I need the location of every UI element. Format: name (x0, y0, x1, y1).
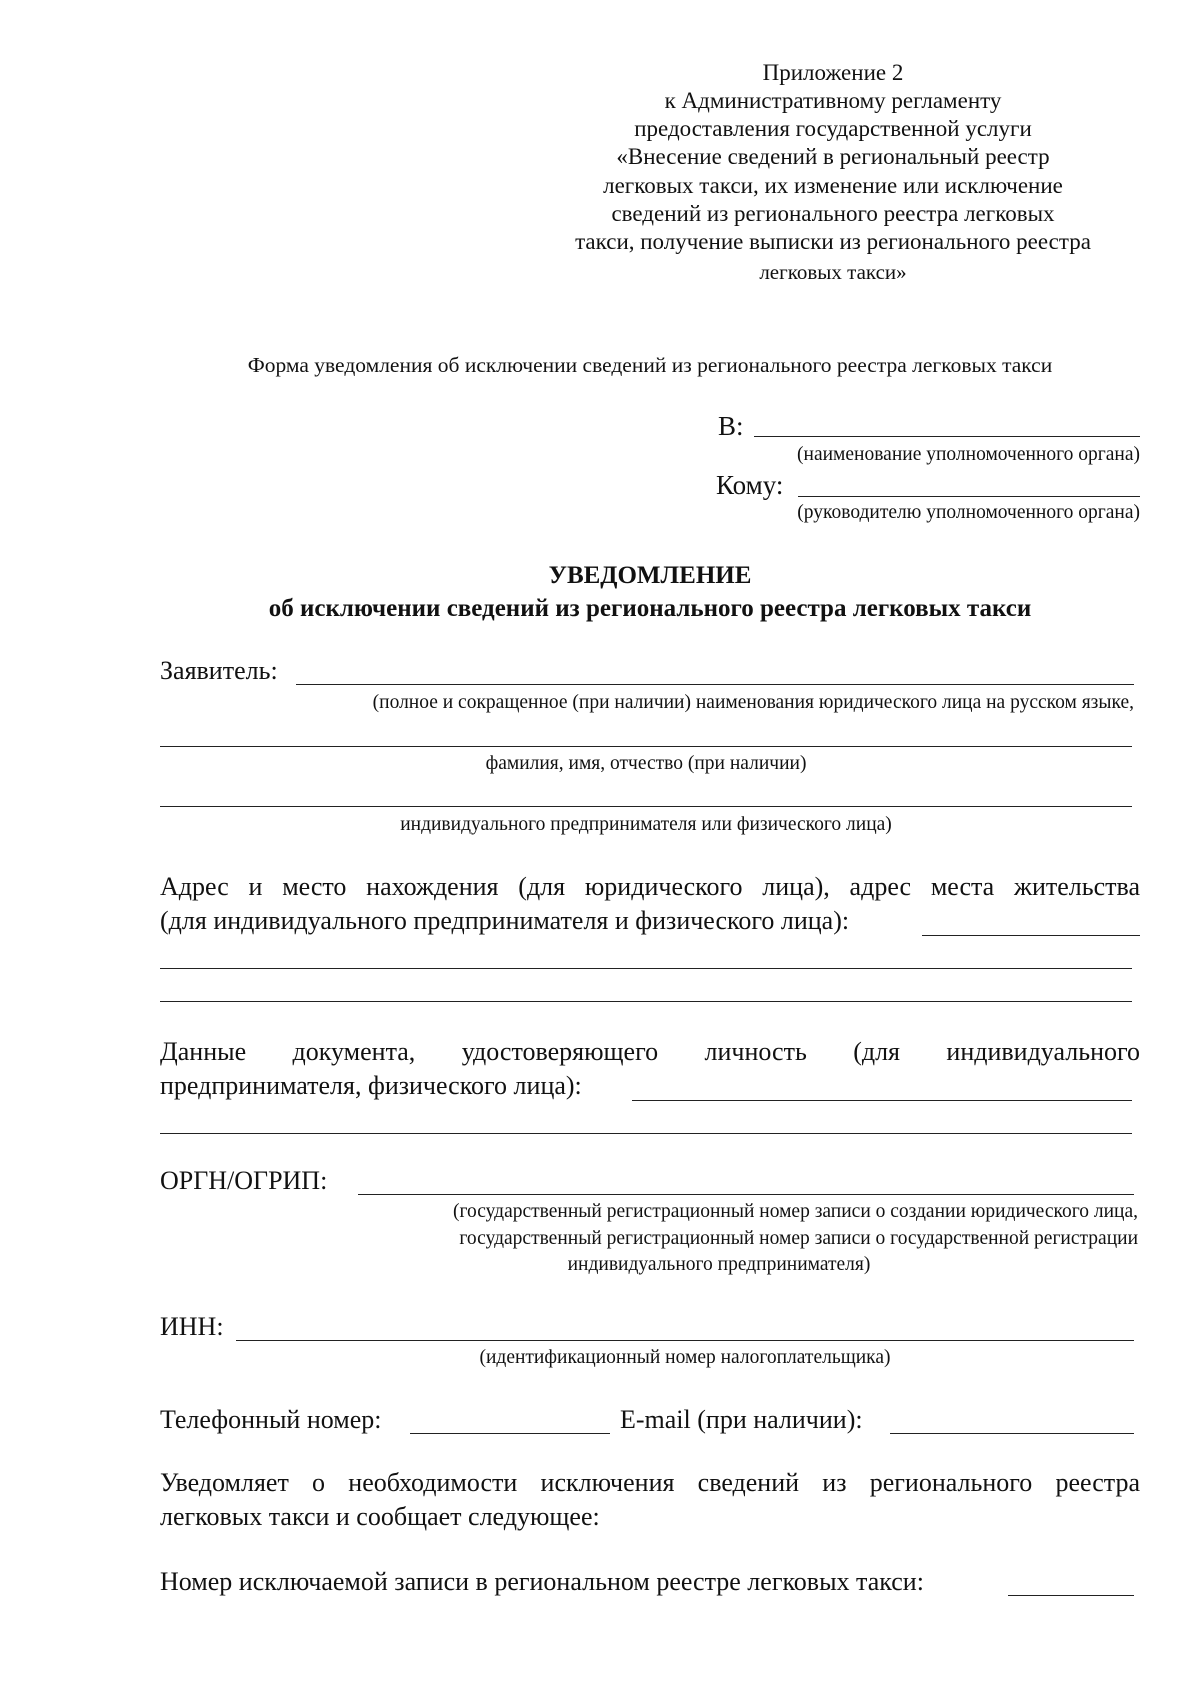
address-text-line-2: (для индивидуального предпринимателя и физического лица): (160, 906, 850, 935)
ogrn-field-line[interactable] (358, 1194, 1134, 1195)
address-text-line-1: Адрес и место нахождения (для юридического лица), адрес места жительства (160, 872, 1140, 901)
id-doc-text-line-1: Данные документа, удостоверяющего личность (для индивидуального (160, 1037, 1140, 1066)
to-caption: (наименование уполномоченного органа) (797, 444, 1140, 465)
appendix-line-7: такси, получение выписки из регионального реестра (575, 229, 1091, 254)
phone-label: Телефонный номер: (160, 1405, 382, 1434)
ogrn-caption-3: индивидуального предпринимателя) (567, 1254, 871, 1275)
to-field-line[interactable] (754, 436, 1140, 437)
record-number-label: Номер исключаемой записи в региональном реестре легковых такси: (160, 1567, 924, 1596)
whom-caption: (руководителю уполномоченного органа) (797, 502, 1140, 523)
address-field-line-2[interactable] (160, 968, 1132, 969)
ogrn-caption-1: (государственный регистрационный номер записи о создании юридического лица, (453, 1201, 1138, 1222)
applicant-field-line-3[interactable] (160, 806, 1132, 807)
inn-field-line[interactable] (236, 1340, 1134, 1341)
applicant-label: Заявитель: (160, 656, 278, 685)
ogrn-caption-2: государственный регистрационный номер записи о государственной регистрации (459, 1228, 1138, 1249)
ogrn-label: ОРГН/ОГРИП: (160, 1166, 328, 1195)
inn-caption: (идентификационный номер налогоплательщика) (479, 1347, 891, 1368)
appendix-line-6: сведений из регионального реестра легковых (611, 201, 1055, 226)
applicant-field-line-2[interactable] (160, 746, 1132, 747)
whom-field-line[interactable] (798, 496, 1140, 497)
id-doc-field-line-1[interactable] (632, 1100, 1132, 1101)
appendix-line-1: Приложение 2 (762, 60, 904, 85)
applicant-field-line-1[interactable] (296, 684, 1134, 685)
document-title: УВЕДОМЛЕНИЕ (548, 562, 752, 589)
phone-field-line[interactable] (410, 1433, 610, 1434)
document-subtitle: об исключении сведений из регионального реестра легковых такси (268, 595, 1032, 622)
appendix-line-4: «Внесение сведений в региональный реестр (616, 144, 1050, 169)
address-field-line-3[interactable] (160, 1001, 1132, 1002)
applicant-caption-1: (полное и сокращенное (при наличии) наименования юридического лица на русском языке, (372, 692, 1134, 713)
id-doc-text-line-2: предпринимателя, физического лица): (160, 1071, 582, 1100)
appendix-line-8: легковых такси» (759, 260, 907, 284)
appendix-line-2: к Административному регламенту (664, 88, 1002, 113)
notice-text-line-2: легковых такси и сообщает следующее: (160, 1502, 600, 1531)
record-number-field-line[interactable] (1008, 1595, 1134, 1596)
email-label: E-mail (при наличии): (620, 1405, 863, 1434)
to-label: В: (718, 411, 744, 441)
notice-text-line-1: Уведомляет о необходимости исключения сведений из регионального реестра (160, 1468, 1140, 1497)
email-field-line[interactable] (890, 1433, 1134, 1434)
address-field-line-1[interactable] (922, 935, 1140, 936)
inn-label: ИНН: (160, 1312, 224, 1341)
id-doc-field-line-2[interactable] (160, 1133, 1132, 1134)
form-name: Форма уведомления об исключении сведений из регионального реестра легковых такси (247, 353, 1053, 377)
appendix-line-3: предоставления государственной услуги (634, 116, 1032, 141)
applicant-caption-2: фамилия, имя, отчество (при наличии) (485, 753, 807, 774)
whom-label: Кому: (716, 470, 784, 500)
appendix-line-5: легковых такси, их изменение или исключение (603, 173, 1063, 198)
applicant-caption-3: индивидуального предпринимателя или физического лица) (400, 814, 892, 835)
